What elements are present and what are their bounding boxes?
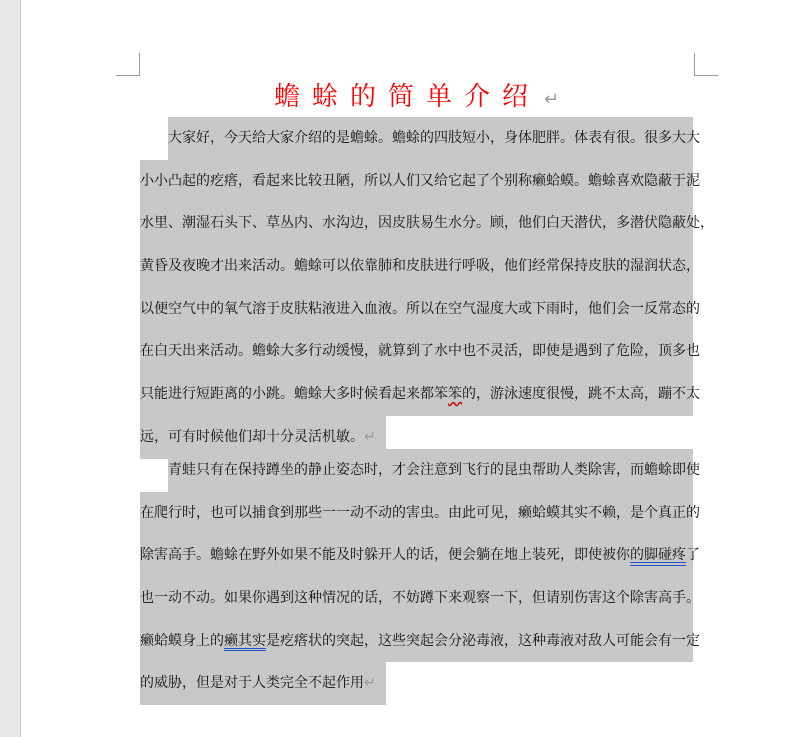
crop-mark-top-left-v xyxy=(139,53,140,75)
text-segment: 癞蛤蟆身上的 xyxy=(140,632,224,649)
text-line[interactable] xyxy=(140,202,714,245)
text-line[interactable] xyxy=(140,160,700,203)
paragraph-mark-icon: ↵ xyxy=(364,428,376,445)
text-line[interactable] xyxy=(140,288,700,331)
paragraph-mark-icon: ↵ xyxy=(543,89,560,110)
text-segment: 大家好，今天给大家介绍的是蟾蜍。蟾蜍的四肢短小，身体肥胖。体表有很。很多大大 xyxy=(168,130,700,146)
text-segment: 远，可有时候他们却十分灵活机敏。 xyxy=(140,428,364,445)
selection-highlight xyxy=(140,373,700,416)
selection-highlight xyxy=(140,577,700,620)
selection-highlight xyxy=(140,202,714,245)
marked-text: 癞其实 xyxy=(224,632,266,649)
selection-highlight xyxy=(140,160,700,203)
selection-highlight xyxy=(140,288,700,331)
text-segment: 除害高手。蟾蜍在野外如果不能及时躲开人的话，便会躺在地上装死，即使被你 xyxy=(140,547,630,564)
paragraph-2[interactable] xyxy=(140,449,700,705)
selection-highlight xyxy=(168,449,700,492)
text-segment: 只能进行短距离的小跳。蟾蜍大多时候看起来都笨 xyxy=(140,386,448,403)
text-line[interactable] xyxy=(140,577,700,620)
text-line[interactable] xyxy=(140,534,700,577)
text-line[interactable] xyxy=(140,620,700,663)
text-line[interactable] xyxy=(140,492,700,535)
text-line[interactable] xyxy=(140,373,700,416)
text-segment: 在爬行时，也可以捕食到那些一一动不动的害虫。由此可见，癞蛤蟆其实不赖，是个真正的 xyxy=(140,504,700,521)
text-segment: 的，游泳速度很慢，跳不太高，蹦不太 xyxy=(462,386,700,403)
text-segment: 在白天出来活动。蟾蜍大多行动缓慢，就算到了水中也不灵活，即使是遇到了危险，顶多也 xyxy=(140,343,700,360)
text-segment: 青蛙只有在保持蹲坐的静止姿态时，才会注意到飞行的昆虫帮助人类除害，而蟾蜍即使 xyxy=(168,462,700,478)
left-gutter xyxy=(0,0,21,737)
crop-mark-top-left-h xyxy=(116,75,140,76)
text-line[interactable] xyxy=(140,449,700,492)
selection-highlight xyxy=(140,492,700,535)
title-text[interactable]: 蟾蜍的简单介绍 xyxy=(273,82,540,112)
marked-text: 的脚碰疼 xyxy=(630,547,686,564)
paragraph-1[interactable] xyxy=(140,117,714,459)
text-segment: 小小凸起的疙瘩，看起来比较丑陋，所以人们又给它起了个别称癞蛤蟆。蟾蜍喜欢隐蔽于泥 xyxy=(140,172,700,189)
text-segment: 黄昏及夜晚才出来活动。蟾蜍可以依靠肺和皮肤进行呼吸，他们经常保持皮肤的湿润状态， xyxy=(140,258,700,275)
text-line[interactable] xyxy=(140,662,693,705)
paragraph-mark-icon: ↵ xyxy=(364,675,376,692)
text-segment: 也一动不动。如果你遇到这种情况的话，不妨蹲下来观察一下，但请别伤害这个除害高手。 xyxy=(140,590,700,607)
crop-mark-top-right-v xyxy=(694,53,695,75)
text-segment: 水里、潮湿石头下、草丛内、水沟边，因皮肤易生水分。顾，他们白天潜伏，多潜伏隐蔽处， xyxy=(140,215,714,232)
selection-highlight xyxy=(140,330,700,373)
text-segment: 了 xyxy=(686,547,700,564)
marked-text: 笨 xyxy=(448,386,462,403)
text-line[interactable] xyxy=(140,330,700,373)
selection-highlight xyxy=(140,620,700,663)
text-segment: 的威胁，但是对于人类完全不起作用 xyxy=(140,675,364,692)
document-title[interactable] xyxy=(140,78,693,119)
text-line[interactable] xyxy=(140,117,700,160)
text-segment: 以便空气中的氧气溶于皮肤粘液进入血液。所以在空气湿度大或下雨时，他们会一反常态的 xyxy=(140,300,700,317)
selection-highlight xyxy=(140,534,700,577)
selection-highlight xyxy=(140,245,700,288)
text-line[interactable] xyxy=(140,245,700,288)
selection-highlight xyxy=(140,662,386,705)
selection-highlight xyxy=(168,117,700,160)
crop-mark-top-right-h xyxy=(694,75,718,76)
text-segment: 是疙瘩状的突起，这些突起会分泌毒液，这种毒液对敌人可能会有一定 xyxy=(266,632,700,649)
